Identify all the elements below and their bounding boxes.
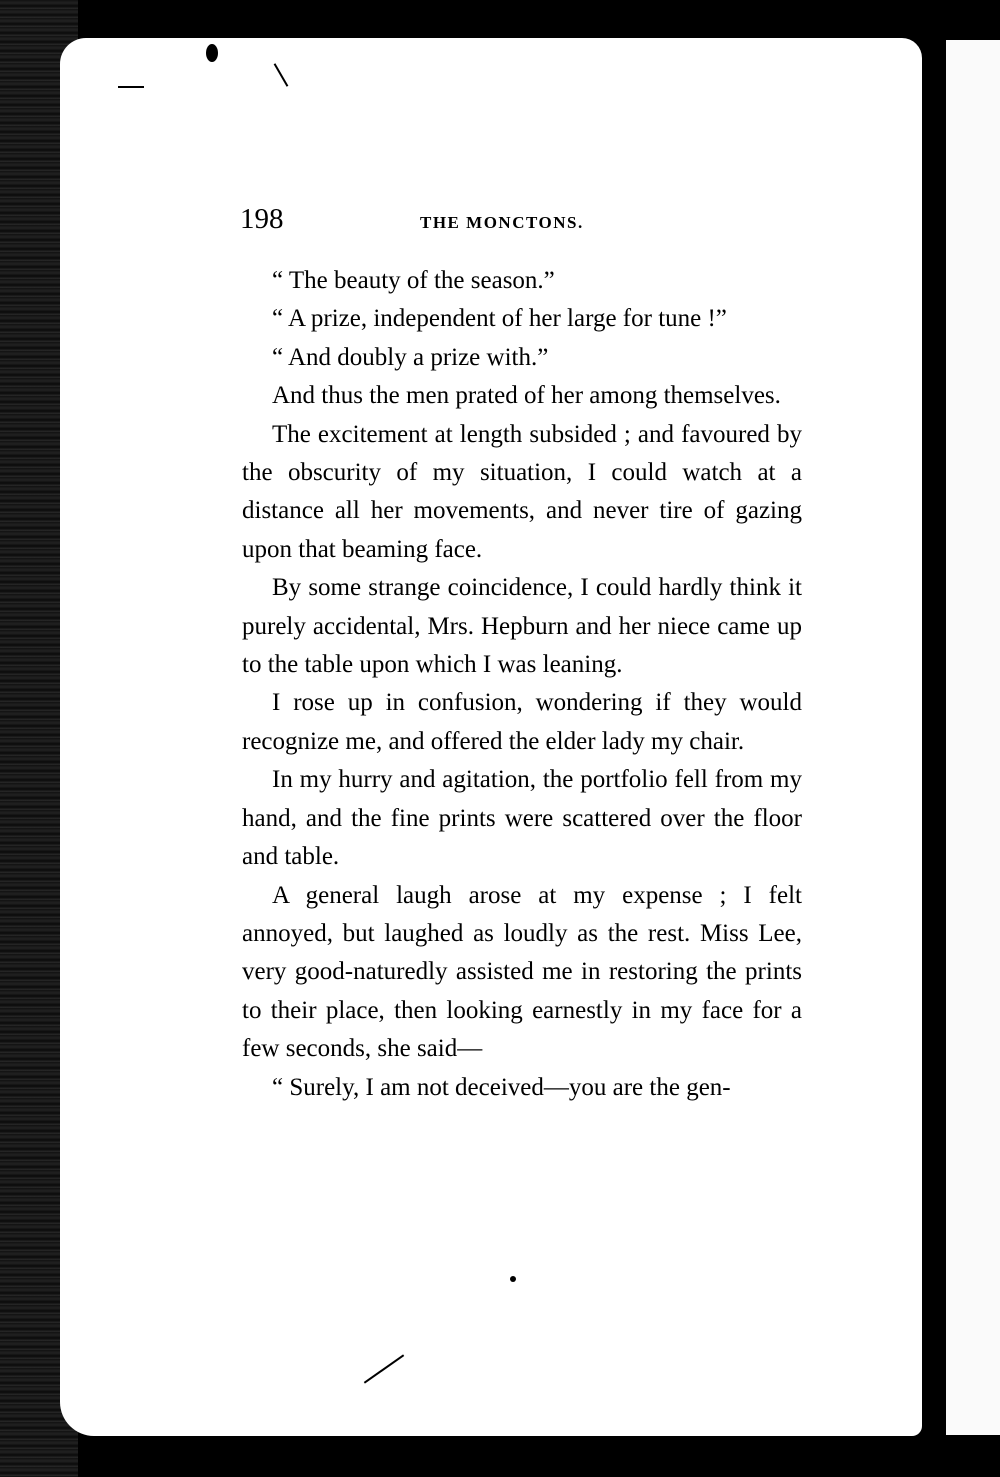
paragraph: By some strange coincidence, I could hardly think it purely accidental, Mrs. Hepburn and her niece came up to the table upon which I was leaning. bbox=[242, 574, 802, 679]
paragraph: “ Surely, I am not deceived—you are the gen- bbox=[272, 1073, 731, 1101]
body-text bbox=[242, 262, 802, 1107]
facing-page-edge bbox=[946, 40, 1000, 1435]
ink-speck bbox=[510, 1276, 516, 1282]
paragraph: “ And doubly a prize with.” bbox=[272, 343, 549, 371]
paragraph: “ A prize, independent of her large for tune !” bbox=[272, 305, 727, 333]
paragraph: The excitement at length subsided ; and favoured by the obscurity of my situation, I could watch at a distance all her movements, and never tire of gazing upon that beaming face. bbox=[242, 420, 802, 563]
ink-speck bbox=[118, 86, 144, 88]
paragraph: And thus the men prated of her among themselves. bbox=[272, 382, 781, 410]
ink-speck bbox=[206, 44, 218, 62]
running-head: THE MONCTONS. bbox=[420, 213, 584, 232]
paragraph: In my hurry and agitation, the portfolio fell from my hand, and the fine prints were scattered over the floor and table. bbox=[242, 766, 802, 871]
page-gutter-shadow bbox=[922, 40, 946, 1435]
page-number: 198 bbox=[240, 203, 284, 235]
paragraph: I rose up in confusion, wondering if they would recognize me, and offered the elder lady my chair. bbox=[242, 689, 802, 755]
page-header bbox=[240, 203, 800, 243]
paragraph: A general laugh arose at my expense ; I felt annoyed, but laughed as loudly as the rest. Miss Lee, very good-naturedly assisted me in restoring the prints to their place, then looking earnestly in my face for a few seconds, she said— bbox=[242, 881, 802, 1063]
paragraph: “ The beauty of the season.” bbox=[272, 267, 555, 294]
